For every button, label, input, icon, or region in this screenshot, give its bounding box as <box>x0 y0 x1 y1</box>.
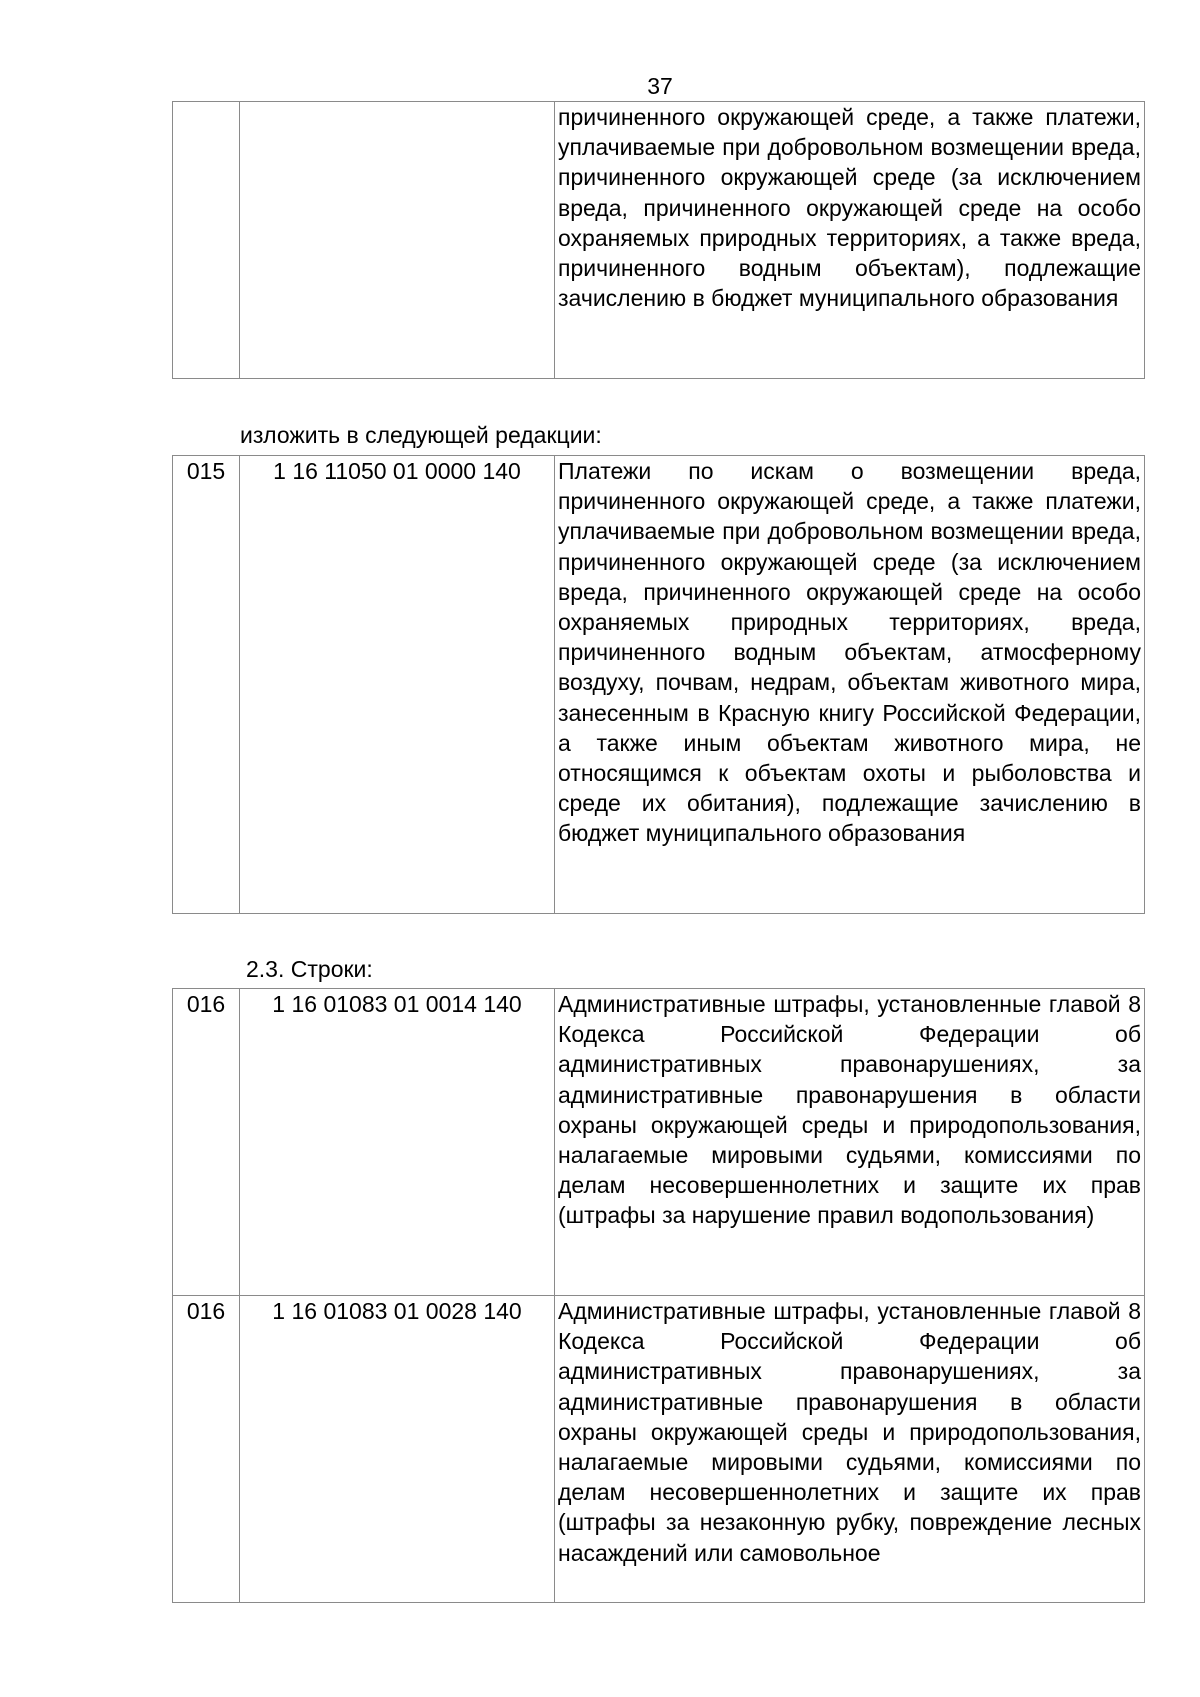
continued-table <box>172 101 1145 379</box>
description-cell: Платежи по искам о возмещении вреда, причиненного окружающей среде, а также платежи, уплачиваемые при добровольном возмещении вреда, причиненного окружающей среде (за исключением вреда, причиненного окружающей среде на особо охраняемых природных территориях, вреда, причиненного водным объектам, атмосферному воздуху, почвам, недрам, объектам животного мира, занесенным в Красную книгу Российской Федерации, а также иным объектам животного мира, не относящимся к объектам охоты и рыболовства и среде их обитания), подлежащие зачислению в бюджет муниципального образования <box>555 456 1145 914</box>
section-heading-new-edition: изложить в следующей редакции: <box>240 422 602 448</box>
table-row <box>173 1296 1145 1603</box>
budget-code-cell: 016 <box>173 989 240 1296</box>
kbk-cell: 1 16 01083 01 0014 140 <box>240 989 555 1296</box>
table-row <box>173 456 1145 914</box>
kbk-cell: 1 16 11050 01 0000 140 <box>240 456 555 914</box>
section-heading-rows: 2.3. Строки: <box>246 956 373 982</box>
page-number: 37 <box>647 73 673 99</box>
table-row <box>173 102 1145 379</box>
budget-code-cell: 016 <box>173 1296 240 1603</box>
rows-table <box>172 988 1145 1603</box>
table-row <box>173 989 1145 1296</box>
description-cell: Административные штрафы, установленные главой 8 Кодекса Российской Федерации об административных правонарушениях, за административные правонарушения в области охраны окружающей среды и природопользования, налагаемые мировыми судьями, комиссиями по делам несовершеннолетних и защите их прав (штрафы за нарушение правил водопользования) <box>555 989 1145 1296</box>
budget-code-cell: 015 <box>173 456 240 914</box>
description-cell: Административные штрафы, установленные главой 8 Кодекса Российской Федерации об административных правонарушениях, за административные правонарушения в области охраны окружающей среды и природопользования, налагаемые мировыми судьями, комиссиями по делам несовершеннолетних и защите их прав (штрафы за незаконную рубку, повреждение лесных насаждений или самовольное <box>555 1296 1145 1603</box>
kbk-cell: 1 16 01083 01 0028 140 <box>240 1296 555 1603</box>
new-edition-table <box>172 455 1145 914</box>
description-cell: причиненного окружающей среде, а также платежи, уплачиваемые при добровольном возмещении вреда, причиненного окружающей среде (за исключением вреда, причиненного окружающей среде на особо охраняемых природных территориях, а также вреда, причиненного водным объектам), подлежащие зачислению в бюджет муниципального образования <box>555 102 1145 379</box>
kbk-cell <box>240 102 555 379</box>
budget-code-cell <box>173 102 240 379</box>
